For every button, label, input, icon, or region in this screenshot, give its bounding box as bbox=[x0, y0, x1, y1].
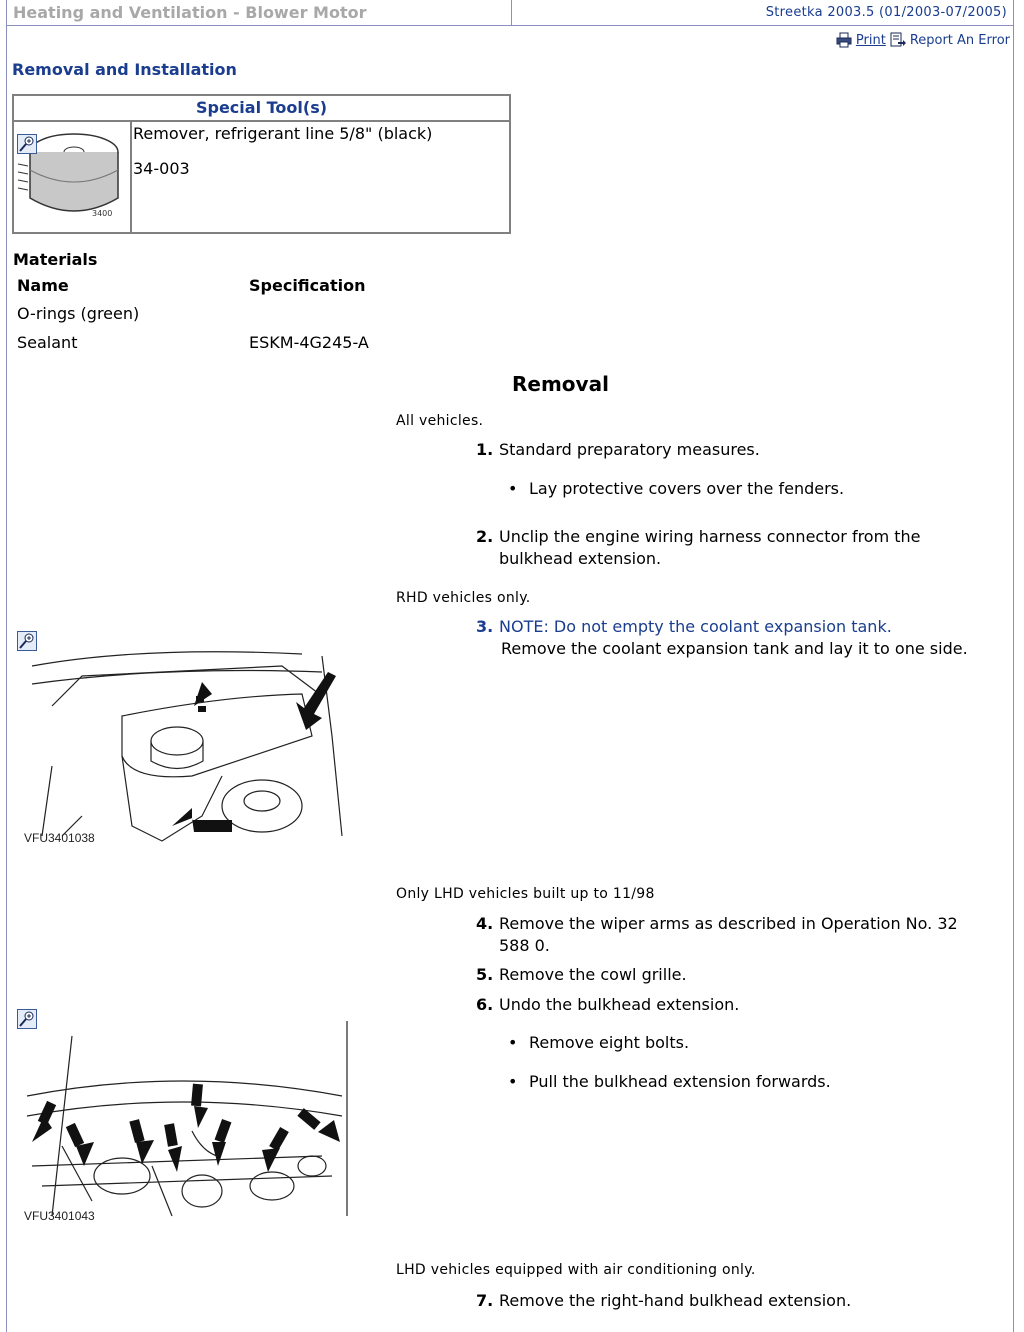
condition-text: LHD vehicles equipped with air conditioning only. bbox=[396, 1262, 756, 1278]
step-4: 4. Remove the wiper arms as described in Operation No. 32 588 0. bbox=[476, 913, 996, 957]
special-tools-table bbox=[12, 94, 511, 234]
bullet-text: Lay protective covers over the fenders. bbox=[529, 479, 845, 498]
step-note: NOTE: Do not empty the coolant expansion tank. bbox=[499, 617, 892, 636]
print-link[interactable]: Print bbox=[855, 32, 886, 48]
tool-name: Remover, refrigerant line 5/8" (black) bbox=[133, 124, 433, 143]
bullet-item bbox=[510, 479, 844, 498]
title-bar bbox=[6, 0, 1014, 26]
report-error-link[interactable]: Report An Error bbox=[909, 32, 1010, 48]
step-2: 2. Unclip the engine wiring harness connector from the bulkhead extension. bbox=[476, 526, 996, 570]
special-tools-heading: Special Tool(s) bbox=[14, 96, 509, 122]
step-5: 5. Remove the cowl grille. bbox=[476, 965, 687, 984]
materials-col-name: Name bbox=[17, 276, 69, 295]
material-spec: ESKM-4G245-A bbox=[249, 333, 369, 352]
step-text: Remove the right-hand bulkhead extension. bbox=[499, 1291, 852, 1310]
tool-image-cell bbox=[14, 120, 132, 232]
action-links bbox=[836, 32, 1010, 48]
page-title: Heating and Ventilation - Blower Motor bbox=[13, 3, 367, 22]
step-text: Standard preparatory measures. bbox=[499, 440, 760, 459]
step-7: 7. Remove the right-hand bulkhead extension. bbox=[476, 1291, 852, 1310]
step-text: Remove the cowl grille. bbox=[499, 965, 687, 984]
removal-heading: Removal bbox=[512, 372, 609, 396]
step-6: 6. Undo the bulkhead extension. bbox=[476, 995, 740, 1014]
tool-image-label: 3400 bbox=[92, 209, 113, 218]
condition-text: All vehicles. bbox=[396, 413, 484, 429]
bullet-text: Pull the bulkhead extension forwards. bbox=[529, 1072, 831, 1091]
zoom-icon[interactable] bbox=[17, 134, 37, 154]
tool-number: 34-003 bbox=[133, 159, 190, 178]
figure-label: VFU3401043 bbox=[24, 1209, 95, 1223]
vehicle-model: Streetka 2003.5 (01/2003-07/2005) bbox=[765, 5, 1007, 20]
condition-text: Only LHD vehicles built up to 11/98 bbox=[396, 886, 655, 902]
bullet-item bbox=[510, 1033, 689, 1052]
header-divider bbox=[511, 0, 512, 26]
figure-label: VFU3401038 bbox=[24, 831, 95, 845]
step-text: Remove the coolant expansion tank and lay it to one side. bbox=[501, 639, 968, 658]
condition-text: RHD vehicles only. bbox=[396, 590, 531, 606]
printer-icon[interactable] bbox=[836, 32, 852, 48]
step-text: Unclip the engine wiring harness connector from the bulkhead extension. bbox=[499, 527, 921, 568]
bulkhead-extension-figure bbox=[22, 1016, 354, 1226]
step-text: Undo the bulkhead extension. bbox=[499, 995, 740, 1014]
step-3: 3. NOTE: Do not empty the coolant expansion tank. Remove the coolant expansion tank and lay it to one side. bbox=[476, 616, 996, 660]
material-name: Sealant bbox=[17, 333, 78, 352]
coolant-tank-figure bbox=[22, 636, 352, 848]
step-1: 1. Standard preparatory measures. bbox=[476, 440, 760, 459]
step-text: Remove the wiper arms as described in Operation No. 32 588 0. bbox=[499, 914, 958, 955]
bullet-text: Remove eight bolts. bbox=[529, 1033, 690, 1052]
materials-col-spec: Specification bbox=[249, 276, 366, 295]
bullet-item bbox=[510, 1072, 831, 1091]
materials-title: Materials bbox=[13, 250, 98, 269]
report-error-icon[interactable] bbox=[890, 32, 906, 48]
material-name: O-rings (green) bbox=[17, 304, 140, 323]
section-title: Removal and Installation bbox=[12, 60, 237, 79]
